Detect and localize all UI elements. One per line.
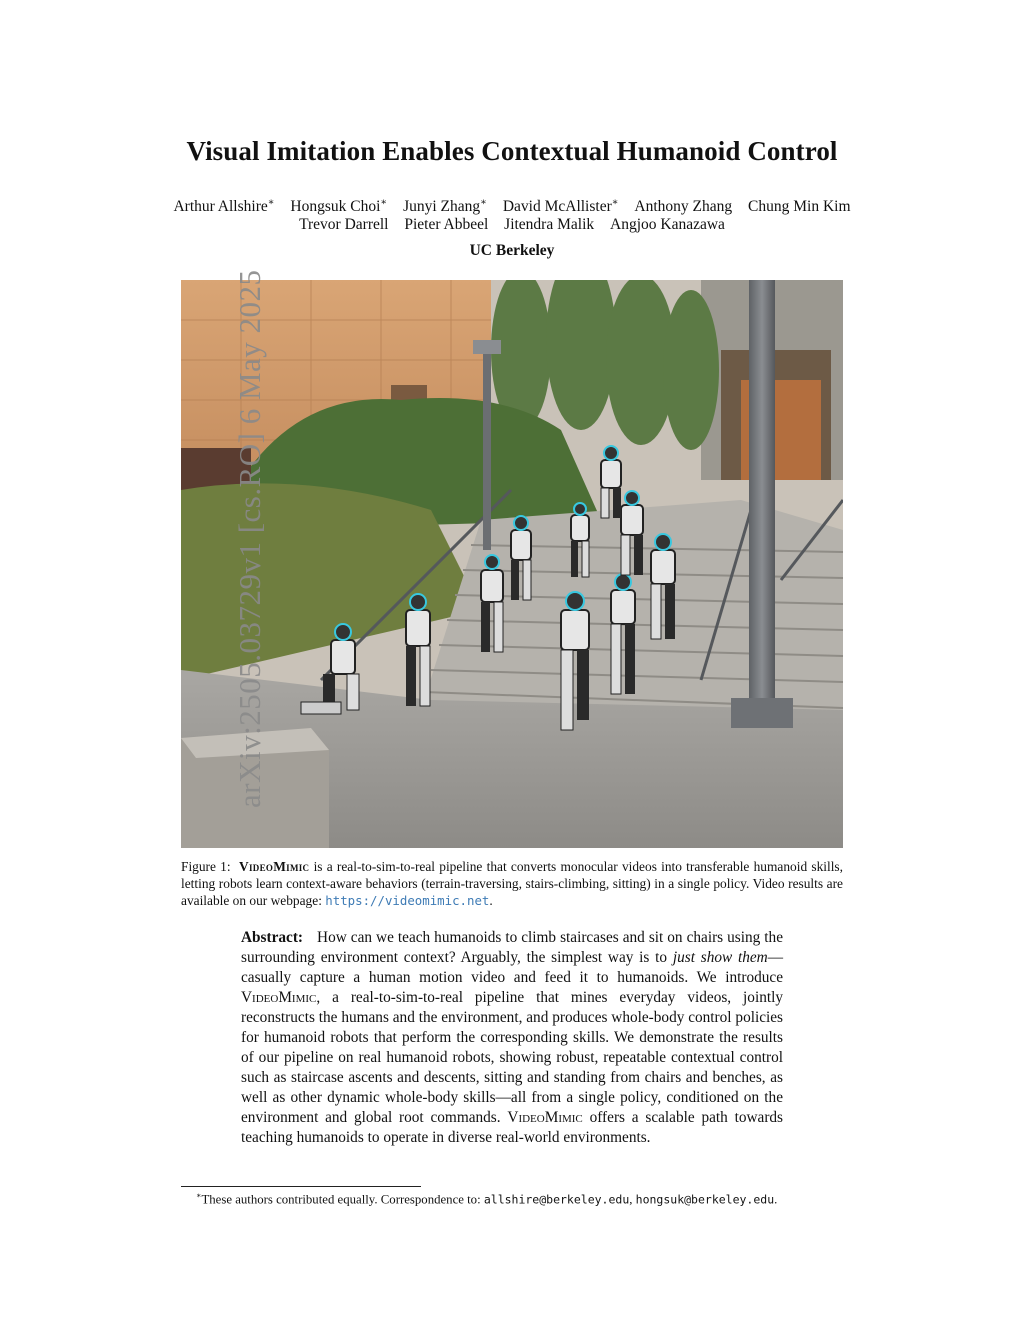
steel-pole: [749, 280, 775, 700]
abstract: [241, 928, 783, 1148]
lamp-post: [483, 350, 491, 550]
footnote-mark: ∗: [196, 1191, 202, 1200]
paper-title: Visual Imitation Enables Contextual Humanoid Control: [186, 136, 838, 166]
author-7: Trevor Darrell: [299, 216, 389, 233]
pole-base: [731, 698, 793, 728]
humanoid-stairs-scene: [181, 280, 843, 848]
abstract-emphasis: just show them: [672, 949, 768, 966]
figure-1-image: [181, 280, 843, 848]
project-url-link[interactable]: https://videomimic.net: [325, 893, 490, 908]
author-9: Jitendra Malik: [504, 216, 595, 233]
footnote-end: .: [774, 1192, 778, 1207]
affiliation: UC Berkeley: [469, 242, 555, 259]
abstract-method-name-1: VideoMimic: [241, 989, 317, 1006]
author-8: Pieter Abbeel: [404, 216, 489, 233]
author-10: Angjoo Kanazawa: [610, 216, 725, 233]
author-5: Anthony Zhang: [634, 198, 733, 216]
author-4: David McAllister∗: [502, 197, 619, 216]
caption-end: .: [489, 893, 493, 908]
author-3: Junyi Zhang∗: [403, 197, 487, 216]
figure-1-caption: [181, 858, 843, 909]
abstract-method-name-2: VideoMimic: [507, 1109, 583, 1126]
abstract-part-2: —casually capture a human motion video and feed it to humanoids. We introduce: [241, 949, 784, 986]
arxiv-stamp: arXiv:2505.03729v1 [cs.RO] 6 May 2025: [232, 269, 267, 808]
email-allshire[interactable]: allshire@berkeley.edu: [483, 1192, 630, 1207]
footnote-text: These authors contributed equally. Correspondence to:: [201, 1192, 481, 1207]
abstract-part-3: , a real-to-sim-to-real pipeline that mines everyday videos, jointly reconstructs the humans and the environment, and produces whole-body control policies for humanoid robots that perform the corresponding skills. We demonstrate the results of our pipeline on real humanoid robots, showing robust, repeatable contextual control such as staircase ascents and descents, sitting and standing from chairs and benches, as well as other dynamic whole-body skills—all from a single policy, conditioned on the environment and global root commands.: [241, 989, 783, 1126]
author-6: Chung Min Kim: [748, 198, 851, 216]
lamp-head: [473, 340, 501, 354]
abstract-part-4: offers a scalable path towards teaching humanoids to operate in diverse real-world environments.: [241, 1109, 784, 1146]
footnote: [196, 1188, 856, 1207]
author-list-line-2: [150, 214, 874, 236]
caption-text: is a real-to-sim-to-real pipeline that converts monocular videos into transferable humanoid skills, letting robots learn context-aware behaviors (terrain-traversing, stairs-climbing, sitting) in a single policy. Video results are available on our webpage:: [181, 859, 843, 908]
footnote-sep: ,: [629, 1192, 633, 1207]
author-1: Arthur Allshire∗: [173, 197, 275, 216]
abstract-heading: Abstract:: [241, 929, 304, 946]
author-2: Hongsuk Choi∗: [290, 197, 388, 216]
caption-method-name: VideoMimic: [239, 859, 310, 874]
caption-label: Figure 1:: [181, 859, 231, 874]
email-hongsuk[interactable]: hongsuk@berkeley.edu: [635, 1192, 775, 1207]
abstract-part-1: How can we teach humanoids to climb staircases and sit on chairs using the surrounding environment context? Arguably, the simplest way is to: [241, 929, 783, 966]
footnote-rule: [181, 1186, 421, 1187]
